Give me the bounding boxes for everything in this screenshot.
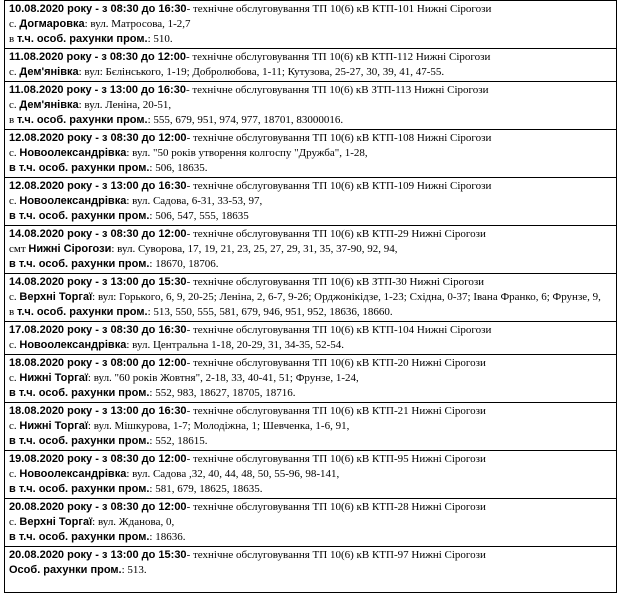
notice-address-line xyxy=(9,338,612,353)
notice-description: - технічне обслуговування ТП 10(6) кВ КТП-95 Нижні Сірогози xyxy=(186,453,486,465)
notice-accounts-line xyxy=(9,386,612,401)
notice-accounts-values: : 510. xyxy=(147,33,173,45)
notice-accounts-label: Особ. рахунки пром. xyxy=(9,564,122,576)
notice-settlement: Догмаровка xyxy=(19,18,85,30)
notice-date-time: 12.08.2020 року - з 13:00 до 16:30 xyxy=(9,180,187,192)
notice-settlement-prefix: с. xyxy=(9,468,20,480)
notice-accounts-line xyxy=(9,113,612,128)
notice-accounts-line xyxy=(9,482,612,497)
notice-accounts-values: : 506, 547, 555, 18635 xyxy=(149,210,249,222)
notice-settlement-prefix: с. xyxy=(9,516,20,528)
notice-address-line xyxy=(9,65,612,80)
notice-accounts-label: т.ч. особ. рахунки пром. xyxy=(16,114,148,126)
notice-settlement: Верхні Торгаї xyxy=(19,516,93,528)
notice-accounts-label: в т.ч. особ. рахунки пром. xyxy=(9,483,150,495)
notice-address-line xyxy=(9,371,612,386)
notice-settlement: Дем'янівка xyxy=(19,99,79,111)
notice-date-time: 17.08.2020 року - з 08:30 до 16:30 xyxy=(9,324,187,336)
notice-accounts-line xyxy=(9,209,612,224)
outage-schedule-body xyxy=(5,1,617,593)
notice-description: - технічне обслуговування ТП 10(6) кВ КТП-104 Нижні Сірогози xyxy=(186,324,492,336)
notice-settlement-prefix: смт xyxy=(9,243,29,255)
notice-cell xyxy=(5,322,617,355)
notice-cell xyxy=(5,82,617,130)
notice-accounts-prefix: в xyxy=(9,114,17,126)
notice-cell xyxy=(5,130,617,178)
notice-description: - технічне обслуговування ТП 10(6) кВ КТП-28 Нижні Сірогози xyxy=(186,501,486,513)
notice-address-line xyxy=(9,515,612,530)
notice-header-line xyxy=(9,50,612,65)
notice-accounts-values: : 552, 983, 18627, 18705, 18716. xyxy=(149,387,296,399)
notice-row xyxy=(5,322,617,355)
notice-header-line xyxy=(9,323,612,338)
notice-accounts-label: т.ч. особ. рахунки пром. xyxy=(16,33,148,45)
notice-row xyxy=(5,178,617,226)
notice-address-line xyxy=(9,290,612,305)
notice-accounts-line xyxy=(9,257,612,272)
notice-row xyxy=(5,82,617,130)
notice-streets: : вул. "50 років утворення колгоспу "Дружба", 1-28, xyxy=(126,147,368,159)
notice-description: - технічне обслуговування ТП 10(6) кВ КТП-20 Нижні Сірогози xyxy=(186,357,486,369)
notice-header-line xyxy=(9,2,612,17)
notice-row xyxy=(5,226,617,274)
notice-streets: : вул: Бєлінського, 1-19; Добролюбова, 1-11; Кутузова, 25-27, 30, 39, 41, 47-55. xyxy=(78,66,445,78)
notice-row xyxy=(5,403,617,451)
notice-accounts-values: : 513. xyxy=(121,564,147,576)
notice-description: - технічне обслуговування ТП 10(6) кВ КТП-109 Нижні Сірогози xyxy=(186,180,492,192)
notice-accounts-values: : 581, 679, 18625, 18635. xyxy=(149,483,263,495)
notice-cell xyxy=(5,451,617,499)
notice-row xyxy=(5,355,617,403)
notice-accounts-values: : 506, 18635. xyxy=(149,162,208,174)
notice-streets: : вул. Жданова, 0, xyxy=(92,516,175,528)
notice-accounts-label: в т.ч. особ. рахунки пром. xyxy=(9,258,150,270)
notice-description: - технічне обслуговування ТП 10(6) кВ ЗТП-30 Нижні Сірогози xyxy=(186,276,485,288)
notice-accounts-values: : 513, 550, 555, 581, 679, 946, 951, 952, 18636, 18660. xyxy=(147,306,393,318)
notice-header-line xyxy=(9,404,612,419)
notice-row xyxy=(5,451,617,499)
notice-settlement: Верхні Торгаї xyxy=(19,291,93,303)
notice-header-line xyxy=(9,356,612,371)
notice-address-line xyxy=(9,146,612,161)
notice-settlement-prefix: с. xyxy=(9,195,20,207)
notice-accounts-label: т.ч. особ. рахунки пром. xyxy=(16,306,148,318)
notice-streets: : вул. Матросова, 1-2,7 xyxy=(84,18,191,30)
notice-date-time: 14.08.2020 року - з 13:00 до 15:30 xyxy=(9,276,187,288)
notice-settlement: Новоолександрівка xyxy=(19,147,127,159)
notice-settlement: Новоолександрівка xyxy=(19,339,127,351)
notice-address-line xyxy=(9,98,612,113)
notice-accounts-prefix: в xyxy=(9,306,17,318)
notice-accounts-label: в т.ч. особ. рахунки пром. xyxy=(9,387,150,399)
notice-accounts-line xyxy=(9,530,612,545)
notice-cell xyxy=(5,1,617,49)
notice-accounts-label: в т.ч. особ. рахунки пром. xyxy=(9,210,150,222)
notice-address-line xyxy=(9,419,612,434)
notice-date-time: 11.08.2020 року - з 13:00 до 16:30 xyxy=(9,84,186,96)
notice-accounts-prefix: в xyxy=(9,33,17,45)
notice-date-time: 11.08.2020 року - з 08:30 до 12:00 xyxy=(9,51,186,63)
notice-date-time: 14.08.2020 року - з 08:30 до 12:00 xyxy=(9,228,187,240)
notice-address-line xyxy=(9,467,612,482)
notice-description: - технічне обслуговування ТП 10(6) кВ КТП-101 Нижні Сірогози xyxy=(186,3,492,15)
notice-settlement: Нижні Сірогози xyxy=(28,243,112,255)
notice-accounts-values: : 18636. xyxy=(149,531,186,543)
notice-row xyxy=(5,274,617,322)
notice-streets: : вул. Мішкурова, 1-7; Молодіжна, 1; Шевченка, 1-6, 91, xyxy=(87,420,350,432)
notice-header-line xyxy=(9,548,612,563)
notice-description: - технічне обслуговування ТП 10(6) кВ КТП-29 Нижні Сірогози xyxy=(186,228,486,240)
notice-header-line xyxy=(9,452,612,467)
notice-accounts-label: в т.ч. особ. рахунки пром. xyxy=(9,162,150,174)
notice-row xyxy=(5,1,617,49)
notice-cell xyxy=(5,178,617,226)
notice-date-time: 18.08.2020 року - з 08:00 до 12:00 xyxy=(9,357,187,369)
notice-date-time: 18.08.2020 року - з 13:00 до 16:30 xyxy=(9,405,187,417)
notice-description: - технічне обслуговування ТП 10(6) кВ КТП-21 Нижні Сірогози xyxy=(186,405,486,417)
notice-settlement-prefix: с. xyxy=(9,18,20,30)
notice-description: - технічне обслуговування ТП 10(6) кВ КТП-97 Нижні Сірогози xyxy=(186,549,486,561)
notice-streets: : вул. Садова, 6-31, 33-53, 97, xyxy=(126,195,263,207)
notice-streets: : вул. Леніна, 20-51, xyxy=(78,99,172,111)
notice-date-time: 20.08.2020 року - з 13:00 до 15:30 xyxy=(9,549,187,561)
notice-description: - технічне обслуговування ТП 10(6) кВ КТП-108 Нижні Сірогози xyxy=(186,132,492,144)
outage-schedule-table xyxy=(4,0,617,593)
notice-accounts-line xyxy=(9,32,612,47)
notice-cell xyxy=(5,49,617,82)
notice-settlement-prefix: с. xyxy=(9,291,20,303)
notice-accounts-values: : 552, 18615. xyxy=(149,435,208,447)
notice-accounts-line xyxy=(9,305,612,320)
notice-settlement: Новоолександрівка xyxy=(19,195,127,207)
notice-settlement: Дем'янівка xyxy=(19,66,79,78)
notice-accounts-line xyxy=(9,434,612,449)
notice-date-time: 10.08.2020 року - з 08:30 до 16:30 xyxy=(9,3,187,15)
notice-accounts-line xyxy=(9,161,612,176)
notice-header-line xyxy=(9,83,612,98)
notice-accounts-label: в т.ч. особ. рахунки пром. xyxy=(9,531,150,543)
notice-settlement-prefix: с. xyxy=(9,66,20,78)
notice-settlement: Нижні Торгаї xyxy=(19,420,88,432)
notice-settlement-prefix: с. xyxy=(9,99,20,111)
notice-date-time: 19.08.2020 року - з 08:30 до 12:00 xyxy=(9,453,187,465)
notice-header-line xyxy=(9,227,612,242)
notice-accounts-label: в т.ч. особ. рахунки пром. xyxy=(9,435,150,447)
notice-streets: : вул. Суворова, 17, 19, 21, 23, 25, 27, 29, 31, 35, 37-90, 92, 94, xyxy=(111,243,398,255)
notice-accounts-values: : 18670, 18706. xyxy=(149,258,219,270)
notice-header-line xyxy=(9,131,612,146)
notice-streets: : вул. Садова ,32, 40, 44, 48, 50, 55-96, 98-141, xyxy=(126,468,340,480)
notice-settlement: Новоолександрівка xyxy=(19,468,127,480)
notice-description: - технічне обслуговування ТП 10(6) кВ ЗТП-113 Нижні Сірогози xyxy=(185,84,489,96)
notice-cell xyxy=(5,274,617,322)
notice-address-line xyxy=(9,194,612,209)
notice-header-line xyxy=(9,179,612,194)
notice-row xyxy=(5,130,617,178)
notice-row xyxy=(5,499,617,547)
notice-streets: : вул. Центральна 1-18, 20-29, 31, 34-35, 52-54. xyxy=(126,339,345,351)
notice-cell xyxy=(5,403,617,451)
notice-header-line xyxy=(9,500,612,515)
notice-accounts-line xyxy=(9,563,612,578)
notice-description: - технічне обслуговування ТП 10(6) кВ КТП-112 Нижні Сірогози xyxy=(185,51,491,63)
notice-accounts-values: : 555, 679, 951, 974, 977, 18701, 83000016. xyxy=(147,114,344,126)
notice-cell xyxy=(5,226,617,274)
notice-address-line xyxy=(9,242,612,257)
notice-cell xyxy=(5,499,617,547)
notice-settlement-prefix: с. xyxy=(9,372,20,384)
notice-header-line xyxy=(9,275,612,290)
notice-streets: : вул: Горького, 6, 9, 20-25; Леніна, 2, 6-7, 9-26; Орджонікідзе, 1-23; Східна, 0-37; Івана Франко, 6; Фрунзе, 9, xyxy=(92,291,601,303)
notice-settlement-prefix: с. xyxy=(9,420,20,432)
notice-settlement: Нижні Торгаї xyxy=(19,372,88,384)
notice-cell xyxy=(5,355,617,403)
notice-row xyxy=(5,49,617,82)
notice-date-time: 12.08.2020 року - з 08:30 до 12:00 xyxy=(9,132,187,144)
notice-settlement-prefix: с. xyxy=(9,147,20,159)
notice-cell xyxy=(5,547,617,593)
notice-streets: : вул. "60 років Жовтня", 2-18, 33, 40-41, 51; Фрунзе, 1-24, xyxy=(87,372,359,384)
notice-date-time: 20.08.2020 року - з 08:30 до 12:00 xyxy=(9,501,187,513)
notice-address-line xyxy=(9,17,612,32)
notice-settlement-prefix: с. xyxy=(9,339,20,351)
notice-row xyxy=(5,547,617,593)
